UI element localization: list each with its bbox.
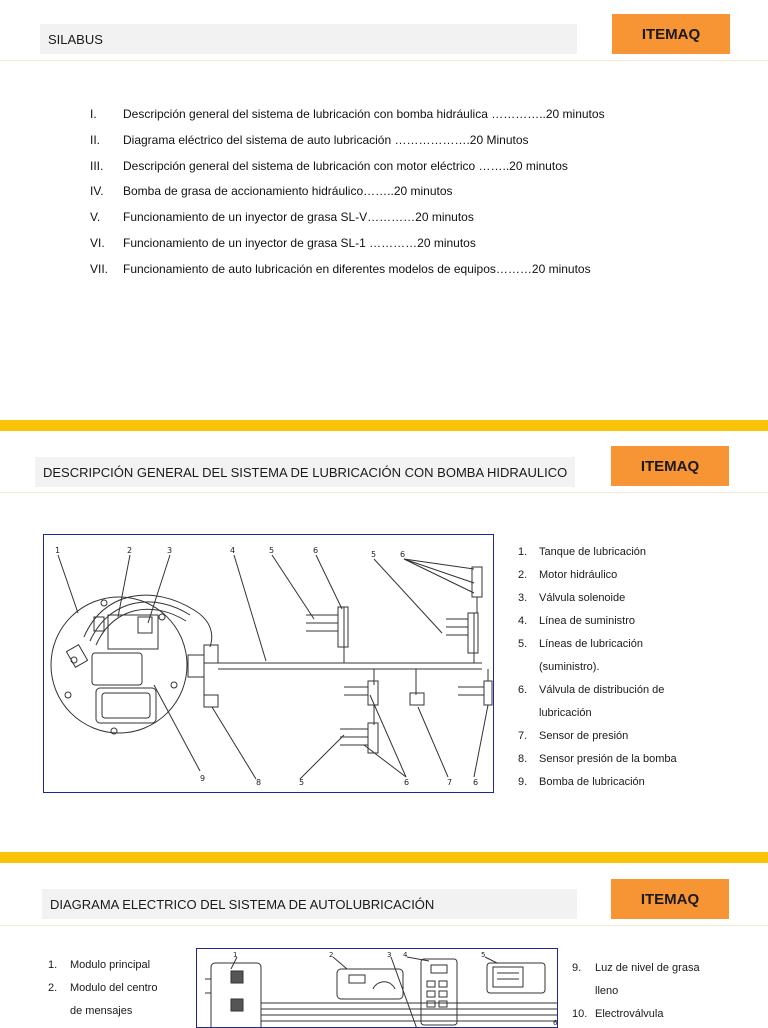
legend-item	[48, 977, 157, 1000]
legend-number: 7.	[518, 730, 528, 742]
legend-item	[572, 980, 700, 1003]
legend-number: 9.	[518, 776, 528, 788]
syllabus-item-text: Descripción general del sistema de lubricación con bomba hidráulica …………..20 minutos	[123, 107, 605, 121]
diagram-label-2: 2	[127, 546, 133, 555]
legend-item	[518, 725, 677, 748]
syllabus-title-bar	[40, 24, 577, 54]
legend-text: Líneas de lubricación	[539, 638, 643, 650]
distribution-valve	[338, 607, 348, 647]
diagram-label-3: 3	[167, 546, 173, 555]
syllabus-item-text: Funcionamiento de auto lubricación en diferentes modelos de equipos………20 minutos	[123, 261, 591, 276]
syllabus-item-number: VII.	[90, 261, 109, 276]
legend-item	[518, 679, 677, 702]
diagram-label-8: 8	[256, 778, 262, 787]
elec-label-3: 3	[387, 951, 392, 959]
legend-number: 3.	[518, 592, 528, 604]
legend-text: Motor hidráulico	[539, 569, 618, 581]
diagram-label-4: 4	[230, 546, 236, 555]
diagram-label-9: 9	[200, 774, 206, 783]
syllabus-title: SILABUS	[48, 31, 103, 47]
electrical-diagram	[196, 948, 558, 1028]
slide2-title: DESCRIPCIÓN GENERAL DEL SISTEMA DE LUBRICACIÓN CON BOMBA HIDRAULICO	[43, 464, 568, 480]
diagram-label-1: 1	[55, 546, 61, 555]
syllabus-item	[90, 231, 605, 257]
legend-number: 2.	[48, 982, 58, 994]
syllabus-item	[90, 128, 605, 154]
legend-item	[518, 541, 677, 564]
elec-label-5: 5	[481, 951, 486, 959]
slide2-title-bar	[35, 457, 575, 487]
elec-label-2: 2	[329, 951, 334, 959]
syllabus-item	[90, 154, 605, 180]
elec-label-4: 4	[403, 951, 408, 959]
legend-number	[518, 702, 539, 725]
legend-text: Modulo del centro	[70, 982, 158, 994]
diagram-label-6: 6	[404, 778, 410, 787]
syllabus-item-text: Descripción general del sistema de lubricación con motor eléctrico ……..20 minutos	[123, 158, 568, 173]
legend-text: Válvula de distribución de	[539, 684, 665, 696]
legend-number: 9.	[572, 962, 582, 974]
legend-text: Tanque de lubricación	[539, 546, 647, 558]
pump-body	[92, 653, 142, 685]
divider	[0, 492, 768, 493]
brand-logo: ITEMAQ	[611, 879, 729, 919]
legend-number: 10.	[572, 1008, 588, 1020]
legend-number: 1.	[518, 546, 528, 558]
legend-item	[518, 702, 677, 725]
legend-item	[572, 1003, 700, 1026]
electrical-drawing	[197, 949, 558, 1028]
legend-item	[518, 748, 677, 771]
legend-number: 6.	[518, 684, 528, 696]
legend-item	[48, 1000, 157, 1023]
diagram-label-6: 6	[473, 778, 479, 787]
diagram-label-5: 5	[269, 546, 275, 555]
brand-logo: ITEMAQ	[612, 14, 730, 54]
syllabus-item-number: IV.	[90, 184, 104, 199]
diagram-label-5: 5	[299, 778, 305, 787]
legend-item	[518, 656, 677, 679]
brand-logo: ITEMAQ	[611, 446, 729, 486]
divider	[0, 925, 768, 926]
legend-text: Válvula solenoide	[539, 592, 626, 604]
slide3-title: DIAGRAMA ELECTRICO DEL SISTEMA DE AUTOLUBRICACIÓN	[50, 896, 435, 912]
legend-item	[518, 587, 677, 610]
syllabus-item-number: VI.	[90, 235, 105, 250]
electrical-legend-left	[48, 954, 157, 1023]
solenoid-valve	[204, 645, 218, 663]
diagram-label-5: 5	[371, 550, 377, 559]
legend-text: lleno	[595, 985, 619, 997]
legend-number	[48, 1000, 70, 1023]
syllabus-item-text: Diagrama eléctrico del sistema de auto lubricación ……………….20 Minutos	[123, 132, 529, 147]
legend-text: Luz de nivel de grasa	[595, 962, 700, 974]
diagram-label-6: 6	[313, 546, 319, 555]
slide3-title-bar	[42, 889, 577, 919]
syllabus-item-number: I.	[90, 107, 97, 121]
legend-item	[572, 957, 700, 980]
elec-label-6: 6	[553, 1019, 558, 1027]
legend-number: 1.	[48, 959, 58, 971]
legend-text: lubricación	[539, 707, 592, 719]
legend-number: 5.	[518, 638, 528, 650]
syllabus-item	[90, 102, 605, 128]
slide-separator	[0, 852, 768, 863]
distribution-valve	[468, 613, 478, 653]
syllabus-item-text: Funcionamiento de un inyector de grasa SL-V…………20 minutos	[123, 210, 474, 225]
legend-item	[518, 564, 677, 587]
diagram-legend	[518, 541, 677, 794]
legend-text: (suministro).	[539, 661, 600, 673]
diagram-label-7: 7	[447, 778, 453, 787]
legend-number	[572, 980, 595, 1003]
syllabus-item	[90, 179, 605, 205]
legend-number: 2.	[518, 569, 528, 581]
legend-number	[518, 656, 539, 679]
syllabus-item-number: III.	[90, 158, 104, 173]
slide-separator	[0, 420, 768, 431]
legend-text: de mensajes	[70, 1005, 133, 1017]
elec-label-1: 1	[233, 951, 238, 959]
distribution-valve	[368, 723, 378, 753]
legend-text: Modulo principal	[70, 959, 151, 971]
syllabus-item	[90, 205, 605, 231]
syllabus-item	[90, 257, 605, 283]
diagram-label-6: 6	[400, 550, 406, 559]
legend-text: Sensor de presión	[539, 730, 629, 742]
syllabus-item-number: II.	[90, 132, 101, 147]
legend-text: Bomba de lubricación	[539, 776, 645, 788]
pressure-sensor	[410, 693, 424, 705]
legend-text: Sensor presión de la bomba	[539, 753, 677, 765]
legend-text: Electroválvula	[595, 1008, 664, 1020]
lubrication-system-drawing	[44, 535, 494, 793]
syllabus-list	[90, 102, 605, 283]
legend-number: 4.	[518, 615, 528, 627]
electrical-legend-right	[572, 957, 700, 1026]
legend-item	[518, 610, 677, 633]
syllabus-item-text: Funcionamiento de un inyector de grasa SL-1 …………20 minutos	[123, 235, 476, 250]
legend-item	[518, 771, 677, 794]
divider	[0, 60, 768, 61]
message-center-module	[337, 969, 403, 999]
lubrication-system-diagram	[43, 534, 494, 793]
legend-item	[48, 954, 157, 977]
syllabus-item-text: Bomba de grasa de accionamiento hidráulico……..20 minutos	[123, 184, 453, 199]
legend-number: 8.	[518, 753, 528, 765]
legend-text: Línea de suministro	[539, 615, 635, 627]
legend-item	[518, 633, 677, 656]
syllabus-item-number: V.	[90, 210, 101, 225]
